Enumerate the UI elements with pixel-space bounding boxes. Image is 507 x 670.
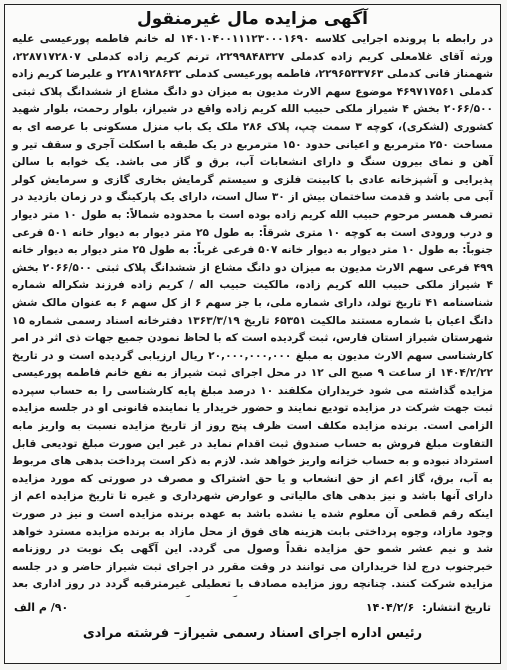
publish-date-block: [366, 601, 491, 614]
signature-line: رئیس اداره اجرای اسناد رسمی شیراز– فرشته مرادی: [82, 626, 423, 641]
reference-code: ۹۰/ م الف: [14, 601, 69, 614]
notice-meta-row: [5, 601, 500, 614]
publish-date: ۱۴۰۴/۲/۶: [365, 601, 415, 614]
notice-title: آگهی مزایده مال غیرمنقول: [137, 9, 368, 29]
notice-body: در رابطه با پرونده اجرایی کلاسه ۱۴۰۱۰۴۰۰۱۱۱۲۳۰۰۰۱۶۹۰ له خانم فاطمه پورعیسی علیه ورثه آقای غلامعلی کریم زاده کدملی ۲۲۹۹۸۴۸۳۲۷، ترنم کریم زاده کدملی ۲۲۸۷۱۷۲۸۰۷، شهمناز قانی کدملی ۲۲۹۶۵۳۳۷۶۳، فاطمه پورعیسی کدملی ۲۲۸۱۹۲۸۶۳۲ و علیرضا کریم زاده کدملی ۴۶۹۷۱۷۵۶۱ موضوع سهم الارث مدیون به میزان دو دانگ مشاع از ششدانگ پلاک ثبتی ۲۰۶۶/۵۰۰ بخش ۴ شیراز ملکی حبیب الله کریم زاده واقع در شیراز، بلوار رحمت، بلوار شهید کشوری (لشکری)، کوچه ۳ سمت چپ، پلاک ۲۸۶ ملک یک باب منزل مسکونی با عرصه ای به مساحت ۲۵۰ مترمربع و اعیانی حدود ۱۵۰ مترمربع در یک طبقه با اسکلت آجری و سقف تیر و آهن و نمای بیرون سنگ و دارای انشعابات آب، برق و گاز می باشد. یک خوابه با سالن پذیرایی و آشپزخانه عادی با کابینت فلزی و سیستم گرمایش بخاری گازی و سرمایش کولر آبی می باشد و قدمت ساختمان بیش از ۳۰ سال است، دارای یک پارکینگ و در زمان بازدید در تصرف همسر مرحوم حبیب الله کریم زاده بوده است با محدوده شمالاً: به طول ۱۰ متر دیوار و درب ورودی است به کوچه ۱۰ متری شرقاً: به طول ۲۵ متر دیوار به دیوار خانه ۵۰۱ فرعی جنوباً: به طول ۱۰ متر دیوار به دیوار خانه ۵۰۷ فرعی غرباً: به طول ۲۵ متر دیوار به دیوار خانه ۴۹۹ فرعی سهم الارث مدیون به میزان دو دانگ مشاع از ششدانگ پلاک ثبتی ۲۰۶۶/۵۰۰ بخش ۴ شیراز ملکی حبیب الله کریم زاده، مالکیت حبیب اله / کریم زاده فرزند شکراله شماره شناسنامه ۴۱ تاریخ تولد، دارای شماره ملی، با جز سهم ۶ از کل سهم ۶ به عنوان مالک شش دانگ اعیان با شماره مستند مالکیت ۶۵۳۵۱ تاریخ ۱۳۶۳/۳/۱۹ دفترخانه اسناد رسمی شماره ۱۵ شهرستان شیراز استان فارس، ثبت گردیده است که با لحاظ نمودن جمیع جهات ذی اثر در امر کارشناسی سهم الارث مدیون به مبلغ ۲۰,۰۰۰,۰۰۰,۰۰۰ ریال ارزیابی گردیده است و در تاریخ ۱۴۰۴/۲/۲۲ از ساعت ۹ صبح الی ۱۲ در محل اجرای ثبت شیراز به نفع خانم فاطمه پورعیسی مزایده گذاشته می شود خریداران مکلفند ۱۰ درصد مبلغ پایه کارشناسی را به حساب سپرده ثبت جهت شرکت در مزایده تودیع نمایند و حضور خریدار یا نماینده قانونی او در جلسه مزایده الزامی است. برنده مزایده مکلف است ظرف پنج روز از تاریخ مزایده نسبت به واریز مابه التفاوت مبلغ فروش به حساب صندوق ثبت اقدام نماید در غیر این صورت مبلغ تودیعی قابل استرداد نبوده و به حساب خزانه واریز خواهد شد. لازم به ذکر است پرداخت بدهی های مربوط به آب، برق، گاز اعم از حق انشعاب و یا حق اشتراک و مصرف در صورتی که مورد مزایده دارای آنها باشد و نیز بدهی های مالیاتی و عوارض شهرداری و غیره تا تاریخ مزایده اعم از اینکه رقم قطعی آن معلوم شده یا نشده باشد به عهده برنده مزایده است و نیز در صورت وجود مازاد، وجوه پرداختی بابت هزینه های فوق از محل مازاد به برنده مزایده مسترد خواهد شد و نیم عشر شمو حق مزایده نقداً وصول می گردد. این آگهی یک نوبت در روزنامه خبرجنوب درج لذا خریداران می توانند در وقت مقرر در اجرای ثبت شیراز حاضر و در جلسه مزایده شرکت کنند. چنانچه روز مزایده مصادف با تعطیلی غیرمترقبه گردد در روز اداری بعد: [12, 33, 494, 591]
publish-date-label: تاریخ انتشار:: [422, 601, 491, 614]
notice-frame: [4, 4, 501, 664]
